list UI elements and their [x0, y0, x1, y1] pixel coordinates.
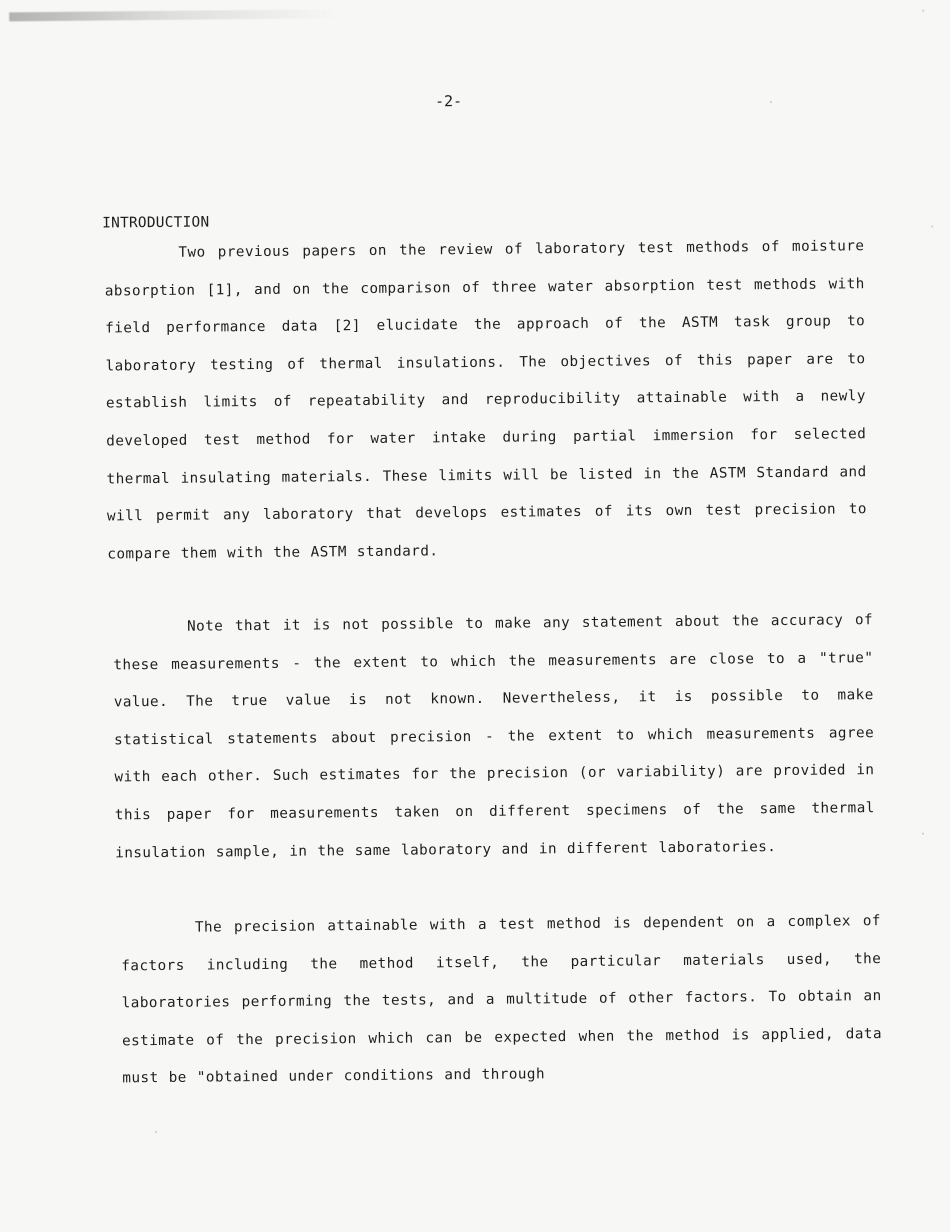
page-number: -2-	[434, 92, 463, 111]
scan-edge-artifact	[9, 9, 339, 21]
scan-speck	[922, 10, 924, 12]
scan-speck	[770, 101, 772, 103]
paragraph-2: Note that it is not possible to make any statement about the accuracy of these measurements - the extent to which the measurements are close to a "true" value. The true value is not known. Nevertheless, it is possible to make statistical statements about precision - the extent to which measurements agree with each other. Such estimates for the precision (or variability) are provided in this paper for measurements taken on different specimens of the same thermal insulation sample, in the same laboratory and in different laboratories.	[113, 612, 875, 861]
scan-speck	[155, 1131, 157, 1133]
paragraph-3: The precision attainable with a test method is dependent on a complex of factors including the method itself, the particular materials used, the laboratories performing the tests, and a multitude of other factors. To obtain an estimate of the precision which can be expected when the method is applied, data must be "obtained under conditions and through	[121, 913, 883, 1087]
section-heading: INTRODUCTION	[102, 214, 210, 232]
paragraph-1: Two previous papers on the review of laboratory test methods of moisture absorption [1], and on the comparison of three water absorption test methods with field performance data [2] elucidate the approach of the ASTM task group to laboratory testing of thermal insulations. The objectives of this paper are to establish limits of repeatability and reproducibility attainable with a newly developed test method for water intake during partial immersion for selected thermal insulating materials. These limits will be listed in the ASTM Standard and will permit any laboratory that develops estimates of its own test precision to compare them with the ASTM standard.	[104, 238, 868, 563]
scan-speck	[922, 833, 924, 835]
scan-speck	[931, 226, 933, 228]
